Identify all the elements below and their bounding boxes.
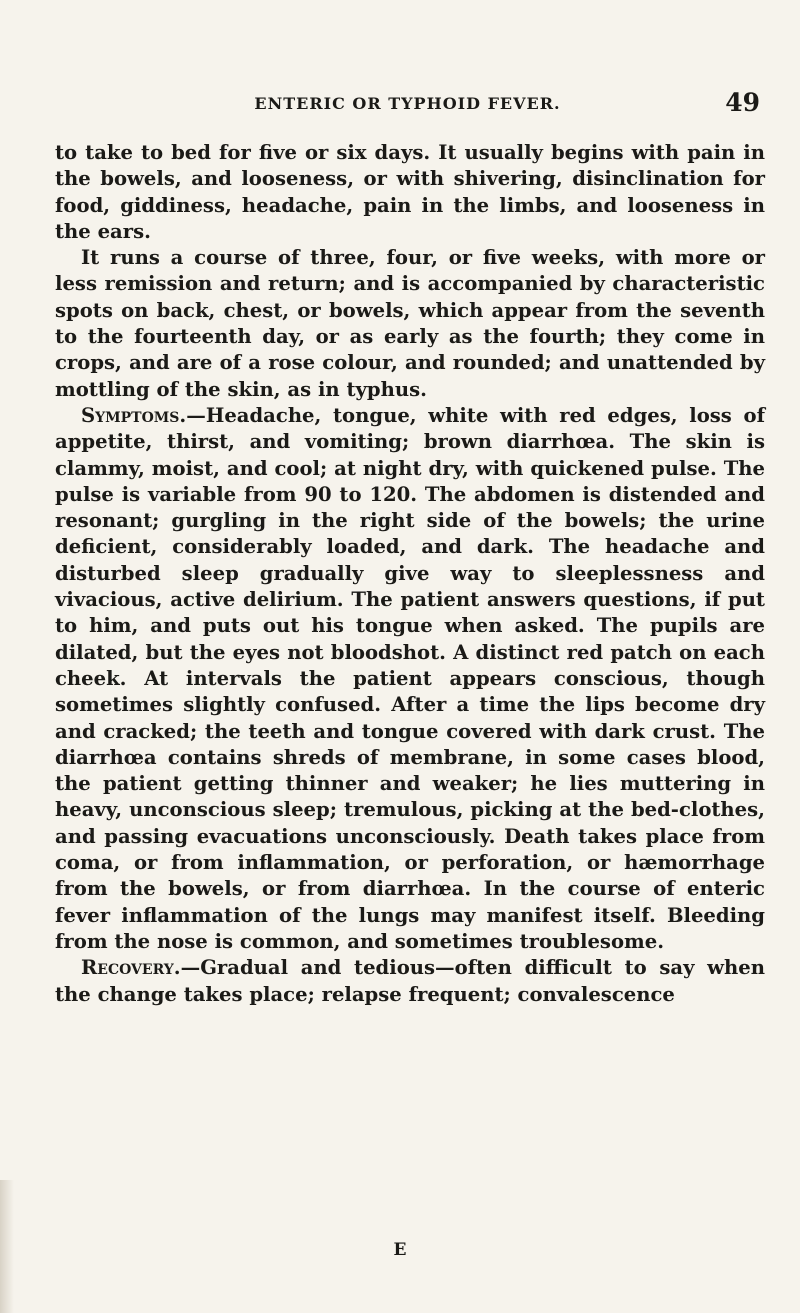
section-lead: Recovery.: [81, 956, 181, 980]
page-number: 49: [725, 88, 760, 117]
paragraph-symptoms: [55, 403, 765, 955]
paragraph-text: —Headache, tongue, white with red edges, loss of appetite, thirst, and vomiting; brown diarrhœa. The skin is clammy, moist, and cool; at night dry, with quickened pulse. The pulse is variable from 90 to 120. The abdomen is distended and resonant; gurgling in the right side of the bowels; the urine deficient, considerably loaded, and dark. The headache and disturbed sleep gradually give way to sleeplessness and vivacious, active delirium. The patient answers questions, if put to him, and puts out his tongue when asked. The pupils are dilated, but the eyes not bloodshot. A distinct red patch on each cheek. At intervals the patient appears conscious, though sometimes slightly confused. After a time the lips become dry and cracked; the teeth and tongue covered with dark crust. The diarrhœa contains shreds of membrane, in some cases blood, the patient getting thinner and weaker; he lies muttering in heavy, unconscious sleep; tremulous, picking at the bed-clothes, and passing evacuations unconsciously. Death takes place from coma, or from inflammation, or perforation, or hæmorrhage from the bowels, or from diarrhœa. In the course of enteric fever inflammation of the lungs may manifest itself. Bleeding from the nose is common, and sometimes troublesome.: [55, 403, 765, 953]
paragraph: [55, 245, 765, 403]
paragraph-text: —Gradual and tedious—often difficult to say when the change takes place; relapse frequent; convalescence: [55, 956, 765, 1006]
running-head: ENTERIC OR TYPHOID FEVER.: [254, 94, 561, 113]
signature-mark: E: [393, 1240, 407, 1260]
paragraph-recovery: [55, 955, 765, 1008]
paragraph-text: to take to bed for five or six days. It usually begins with pain in the bowels, and looseness, or with shivering, disinclination for food, giddiness, headache, pain in the limbs, and looseness in the ears.: [55, 141, 765, 243]
paragraph-text: It runs a course of three, four, or five weeks, with more or less remission and return; and is accompanied by characteristic spots on back, chest, or bowels, which appear from the seventh to the fourteenth day, or as early as the fourth; they come in crops, and are of a rose colour, and rounded; and unattended by mottling of the skin, as in typhus.: [55, 246, 765, 401]
section-lead: Symptoms.: [81, 403, 187, 427]
page-edge-shadow: [0, 1180, 14, 1313]
page-header: [55, 88, 760, 120]
body-text: [55, 140, 765, 1008]
paragraph: [55, 140, 765, 245]
